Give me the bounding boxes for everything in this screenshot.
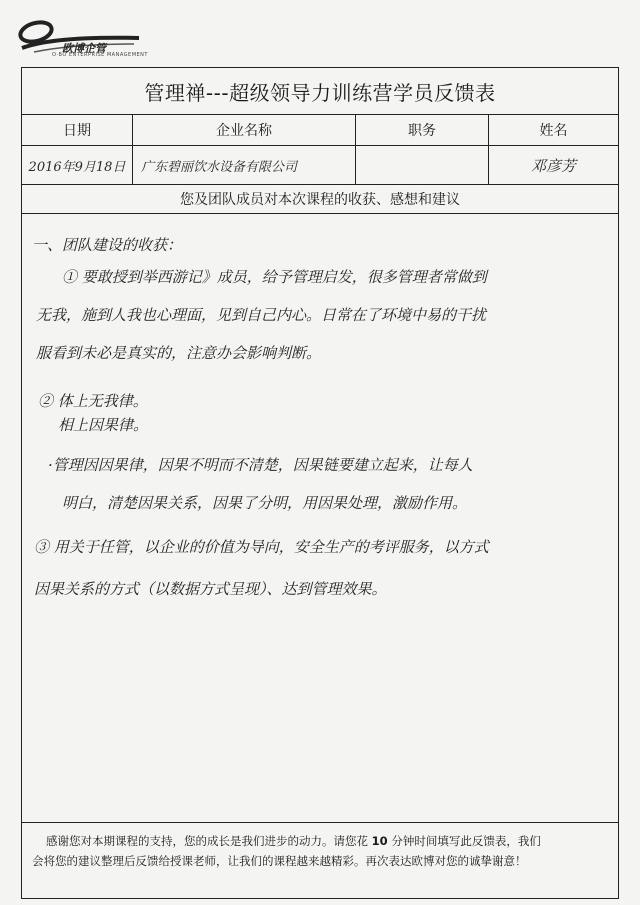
footer-note: [22, 822, 618, 898]
footer-line-1: 感谢您对本期课程的支持，您的成长是我们进步的动力。请您花 10 分钟时间填写此反馈表，我们: [46, 834, 541, 848]
header-company: 企业名称: [133, 115, 356, 145]
header-date: 日期: [22, 115, 133, 145]
feedback-line: ③ 用关于任管，以企业的价值为导向，安全生产的考评服务，以方式: [34, 538, 489, 556]
feedback-prompt: 您及团队成员对本次课程的收获、感想和建议: [22, 185, 618, 214]
feedback-line: 一、团队建设的收获：: [32, 236, 183, 254]
name-value: 邓彦芳: [530, 156, 576, 175]
feedback-line: 明白，清楚因果关系，因果了分明，用因果处理，激励作用。: [62, 494, 468, 512]
feedback-line: ① 要敢授到举西游记》成员，给予管理启发，很多管理者常做到: [62, 268, 487, 286]
header-position: 职务: [356, 115, 489, 145]
footer-line-2: 会将您的建议整理后反馈给授课老师，让我们的课程越来越精彩。再次表达欧博对您的诚挚谢意！: [32, 854, 527, 868]
footer-minutes: 10: [371, 834, 388, 848]
feedback-line: ·管理因因果律，因果不明而不清楚，因果链要建立起来，让每人: [48, 456, 473, 474]
feedback-body: [22, 214, 618, 824]
company-value: 广东碧丽饮水设备有限公司: [133, 146, 356, 184]
feedback-line: 服看到未必是真实的，注意办会影响判断。: [36, 344, 322, 362]
header-row: [22, 115, 618, 146]
feedback-line: 无我，施到人我也心理面，见到自己内心。日常在了环境中易的干扰: [36, 306, 487, 324]
position-value: [356, 146, 489, 184]
form-title: 管理禅---超级领导力训练营学员反馈表: [22, 68, 618, 115]
feedback-form: [21, 67, 619, 899]
feedback-line: ② 体上无我律。: [38, 392, 148, 410]
feedback-line: 因果关系的方式（以数据方式呈现）、达到管理效果。: [34, 580, 387, 598]
logo-tagline: O·BO ENTERPRISE MANAGEMENT: [52, 52, 148, 58]
logo-brand: 欧博企管: [62, 42, 106, 55]
value-row: [22, 146, 618, 185]
feedback-line: 相上因果律。: [58, 416, 149, 434]
header-name: 姓名: [539, 123, 568, 139]
date-value: 2016年9月18日: [22, 146, 133, 184]
